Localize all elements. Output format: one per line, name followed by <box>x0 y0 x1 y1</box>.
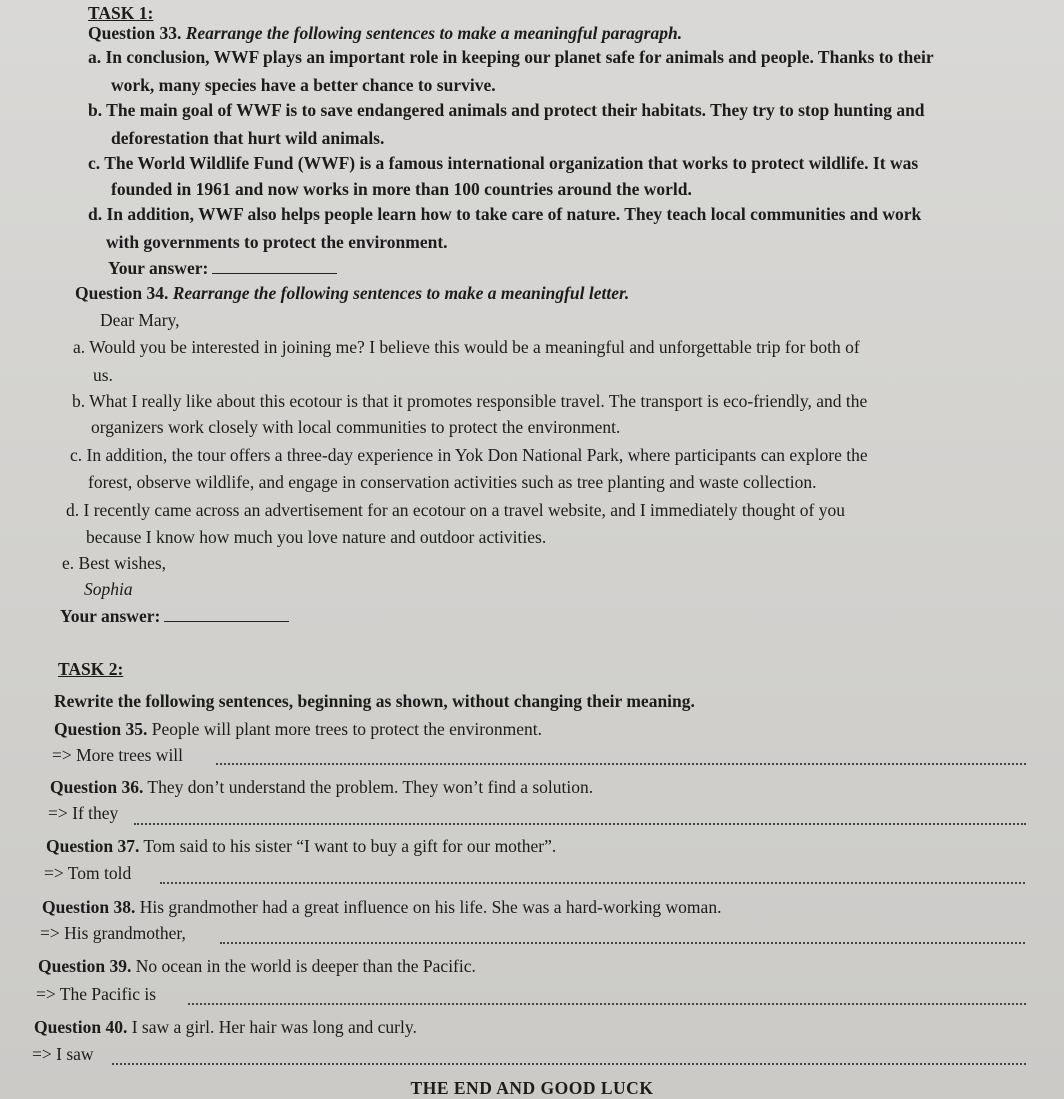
q33-option-a-line2: work, many species have a better chance to survive. <box>111 75 496 95</box>
q38-answer-line[interactable] <box>220 942 1025 944</box>
q34-option-b-line2: organizers work closely with local communities to protect the environment. <box>91 417 621 437</box>
footer-text: THE END AND GOOD LUCK <box>410 1078 654 1098</box>
q40-row <box>34 1016 417 1038</box>
task2-title: TASK 2: <box>58 659 124 679</box>
q33-option-a-line1: a. In conclusion, WWF plays an important role in keeping our planet safe for animals and people. Thanks to their <box>88 47 934 67</box>
q35-start: => More trees will <box>52 745 184 765</box>
q37-sentence: Tom said to his sister “I want to buy a gift for our mother”. <box>143 836 557 856</box>
task2-instruction: Rewrite the following sentences, beginning as shown, without changing their meaning. <box>54 691 695 711</box>
q33-option-b-line2: deforestation that hurt wild animals. <box>111 128 385 148</box>
q34-label: Question 34. <box>75 283 169 303</box>
q38-sentence: His grandmother had a great influence on his life. She was a hard-working woman. <box>139 897 722 917</box>
q34-option-c-line1: c. In addition, the tour offers a three-day experience in Yok Don National Park, where participants can explore the <box>70 445 868 465</box>
q36-start: => If they <box>48 803 119 823</box>
q34-answer-blank[interactable] <box>164 607 289 622</box>
q36-sentence: They don’t understand the problem. They won’t find a solution. <box>147 777 594 797</box>
q36-label: Question 36. <box>50 777 144 797</box>
q40-sentence: I saw a girl. Her hair was long and curly. <box>131 1017 417 1037</box>
q34-option-d-line2: because I know how much you love nature and outdoor activities. <box>86 527 547 547</box>
q35-row <box>54 718 542 740</box>
q38-row <box>42 896 721 918</box>
q34-answer-label: Your answer: <box>60 606 161 626</box>
q36-row <box>50 776 593 798</box>
q34-greeting: Dear Mary, <box>100 310 180 330</box>
q33-answer-label: Your answer: <box>108 258 209 278</box>
q33-header <box>88 22 682 44</box>
q37-row <box>46 835 556 857</box>
q34-option-d-line1: d. I recently came across an advertisement for an ecotour on a travel website, and I immediately thought of you <box>66 500 845 520</box>
q33-answer-row <box>108 257 337 279</box>
q34-header <box>75 282 629 304</box>
q38-start: => His grandmother, <box>40 923 186 943</box>
task1-title: TASK 1: <box>88 3 154 23</box>
q35-sentence: People will plant more trees to protect the environment. <box>151 719 542 739</box>
q33-answer-blank[interactable] <box>212 259 337 274</box>
q37-label: Question 37. <box>46 836 140 856</box>
q33-label: Question 33. <box>88 23 182 43</box>
q35-answer-line[interactable] <box>216 763 1026 765</box>
q33-option-d-line2: with governments to protect the environment. <box>106 232 448 252</box>
q34-option-e: e. Best wishes, <box>62 553 167 573</box>
q33-option-c-line2: founded in 1961 and now works in more than 100 countries around the world. <box>111 179 692 199</box>
q40-start: => I saw <box>32 1044 94 1064</box>
q39-row <box>38 955 476 977</box>
q33-option-c-line1: c. The World Wildlife Fund (WWF) is a famous international organization that works to protect wildlife. It was <box>88 153 919 173</box>
q34-answer-row <box>60 605 289 627</box>
q34-option-b-line1: b. What I really like about this ecotour is that it promotes responsible travel. The transport is eco-friendly, and the <box>72 391 868 411</box>
q40-label: Question 40. <box>34 1017 128 1037</box>
q38-label: Question 38. <box>42 897 136 917</box>
q37-start: => Tom told <box>44 863 132 883</box>
q33-option-b-line1: b. The main goal of WWF is to save endangered animals and protect their habitats. They try to stop hunting and <box>88 100 925 120</box>
q39-start: => The Pacific is <box>36 984 157 1004</box>
q37-answer-line[interactable] <box>160 882 1025 884</box>
q33-prompt: Rearrange the following sentences to make a meaningful paragraph. <box>185 23 683 43</box>
q40-answer-line[interactable] <box>112 1063 1026 1065</box>
q39-label: Question 39. <box>38 956 132 976</box>
q34-option-a-line1: a. Would you be interested in joining me? I believe this would be a meaningful and unforgettable trip for both of <box>73 337 860 357</box>
q36-answer-line[interactable] <box>134 823 1026 825</box>
q34-option-c-line2: forest, observe wildlife, and engage in conservation activities such as tree planting and waste collection. <box>88 472 817 492</box>
q35-label: Question 35. <box>54 719 148 739</box>
q39-sentence: No ocean in the world is deeper than the Pacific. <box>135 956 476 976</box>
q33-option-d-line1: d. In addition, WWF also helps people learn how to take care of nature. They teach local communities and work <box>88 204 922 224</box>
q34-option-a-line2: us. <box>93 365 113 385</box>
q34-prompt: Rearrange the following sentences to make a meaningful letter. <box>172 283 630 303</box>
q39-answer-line[interactable] <box>188 1003 1026 1005</box>
q34-signature: Sophia <box>84 579 133 599</box>
